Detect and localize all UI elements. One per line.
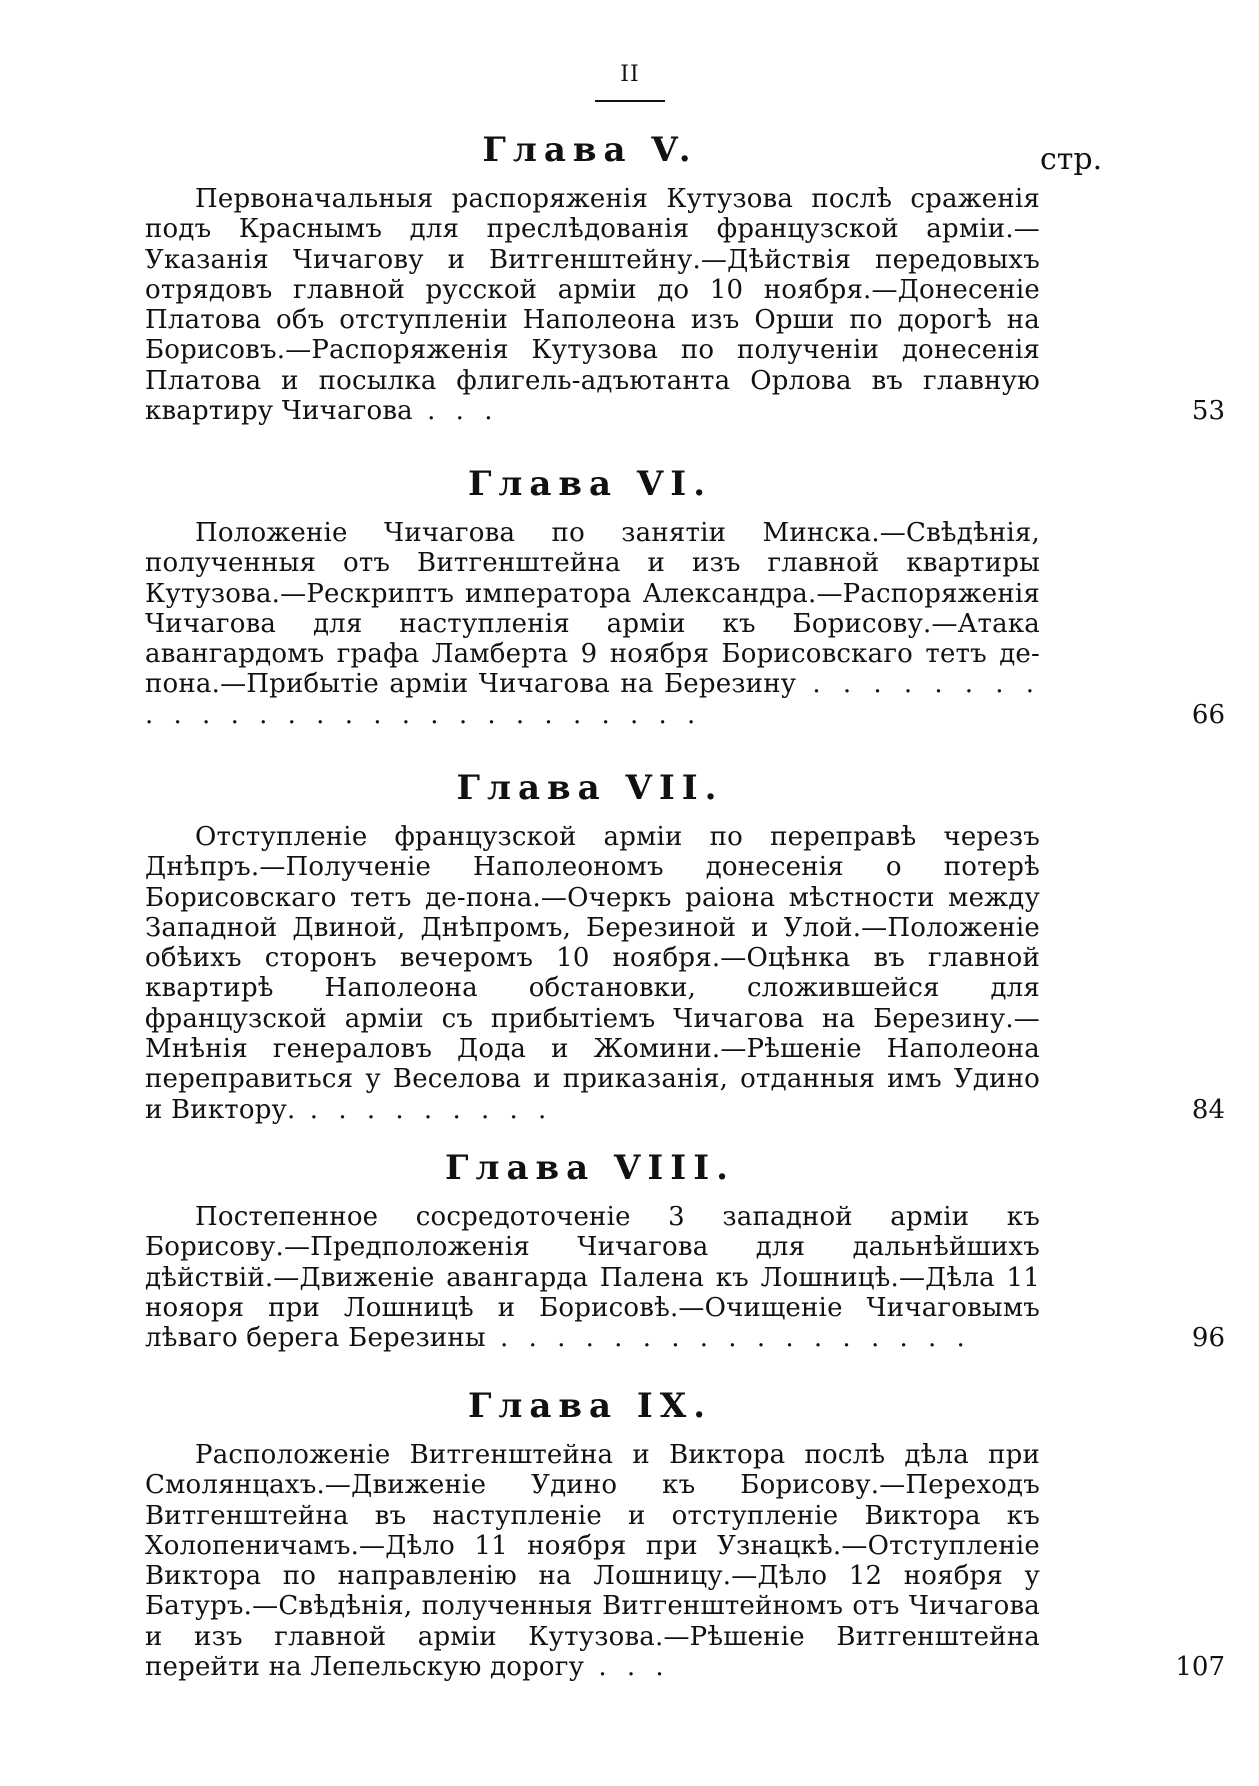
summary-text: Постепенное сосредоточеніе 3 западной арміи къ Борисову.—Предположенія Чичагова для дальнѣйшихъ дѣйствій.—Движеніе авангарда Палена къ Лошницѣ.—Дѣла 11 нояоря при Лошницѣ и Борисовѣ.—Очищеніе Чичаговымъ лѣваго берега Березины [145,1202,1040,1354]
page-reference: 66 [1191,699,1225,730]
chapter-8 [145,1148,1245,1353]
page-column-label: стр. [1040,142,1103,177]
summary-text: Отступленіе французской арміи по переправѣ черезъ Днѣпръ.—Полученіе Наполеономъ донесенія о потерѣ Борисовскаго тетъ де-пона.—Очеркъ раіона мѣстности между Западной Двиной, Днѣпромъ, Березиной и Улой.—Положеніе обѣихъ сторонъ вечеромъ 10 ноября.—Оцѣнка въ главной квартирѣ Наполеона обстановки, сложившейся для французской арміи съ прибытіемъ Чичагова на Березину.—Мнѣнія генераловъ Дода и Жомини.—Рѣшеніе Наполеона переправиться у Веселова и приказанія, отданныя имъ Удино и Виктору. [145,822,1040,1125]
chapter-summary [145,822,1040,1125]
chapter-summary [145,1202,1040,1353]
page-reference: 84 [1191,1094,1225,1125]
toc-entry [145,822,1225,1125]
chapter-summary [145,518,1040,730]
chapter-5 [145,130,1245,426]
summary-text: Расположеніе Витгенштейна и Виктора послѣ дѣла при Смолянцахъ.—Движеніе Удино къ Борисову.—Переходъ Витгенштейна въ наступленіе и отступленіе Виктора къ Холопеничамъ.—Дѣло 11 ноября при Узнацкѣ.—Отступленіе Виктора по направленію на Лошницу.—Дѣло 12 ноября у Батуръ.—Свѣдѣнія, полученныя Витгенштейномъ отъ Чичагова и изъ главной арміи Кутузова.—Рѣшеніе Витгенштейна перейти на Лепельскую дорогу [145,1440,1040,1683]
header-rule [595,100,665,102]
dot-leader: . . . . . . . . . . . . . . . . . . . . . . . . . . . . [145,669,1040,730]
toc-entry [145,518,1225,730]
page-reference: 107 [1175,1652,1225,1683]
page-number: II [620,62,640,87]
chapter-title: Глава V. [482,130,698,170]
chapter-7 [145,768,1245,1125]
chapter-title: Глава VII. [456,768,724,808]
dot-leader: . . . . . . . . . [295,1094,553,1125]
summary-text: Положеніе Чичагова по занятіи Минска.—Свѣдѣнія, полученныя отъ Витгенштейна и изъ главной квартиры Кутузова.—Рескриптъ императора Александра.—Распоряженія Чичагова для наступленія арміи къ Борисову.—Атака авангардомъ графа Ламберта 9 ноября Борисовскаго тетъ де-пона.—Прибытіе арміи Чичагова на Березину [145,518,1040,700]
dot-leader: . . . [412,396,499,427]
toc-entry [145,1202,1225,1354]
toc-entry [145,184,1225,427]
page-reference: 53 [1191,396,1225,427]
page-reference: 96 [1191,1323,1225,1354]
chapter-summary [145,184,1040,426]
dot-leader: . . . . . . . . . . . . . . . . . [485,1323,971,1354]
dot-leader: . . . [584,1652,670,1683]
chapter-6 [145,464,1245,730]
toc-entry [145,1440,1225,1683]
chapter-title: Глава IX. [467,1386,713,1426]
summary-text: Первоначальныя распоряженія Кутузова послѣ сраженія подъ Краснымъ для преслѣдованія французской арміи.—Указанія Чичагову и Витгенштейну.—Дѣйствія передовыхъ отрядовъ главной русской арміи до 10 ноября.—Донесеніе Платова объ отступленіи Наполеона изъ Орши по дорогѣ на Борисовъ.—Распоряженія Кутузова по полученіи донесенія Платова и посылка флигель-адъютанта Орлова въ главную квартиру Чичагова [145,184,1040,427]
chapter-9 [145,1386,1245,1682]
chapter-summary [145,1440,1040,1682]
chapter-title: Глава VIII. [445,1148,735,1188]
chapter-title: Глава VI. [467,464,713,504]
